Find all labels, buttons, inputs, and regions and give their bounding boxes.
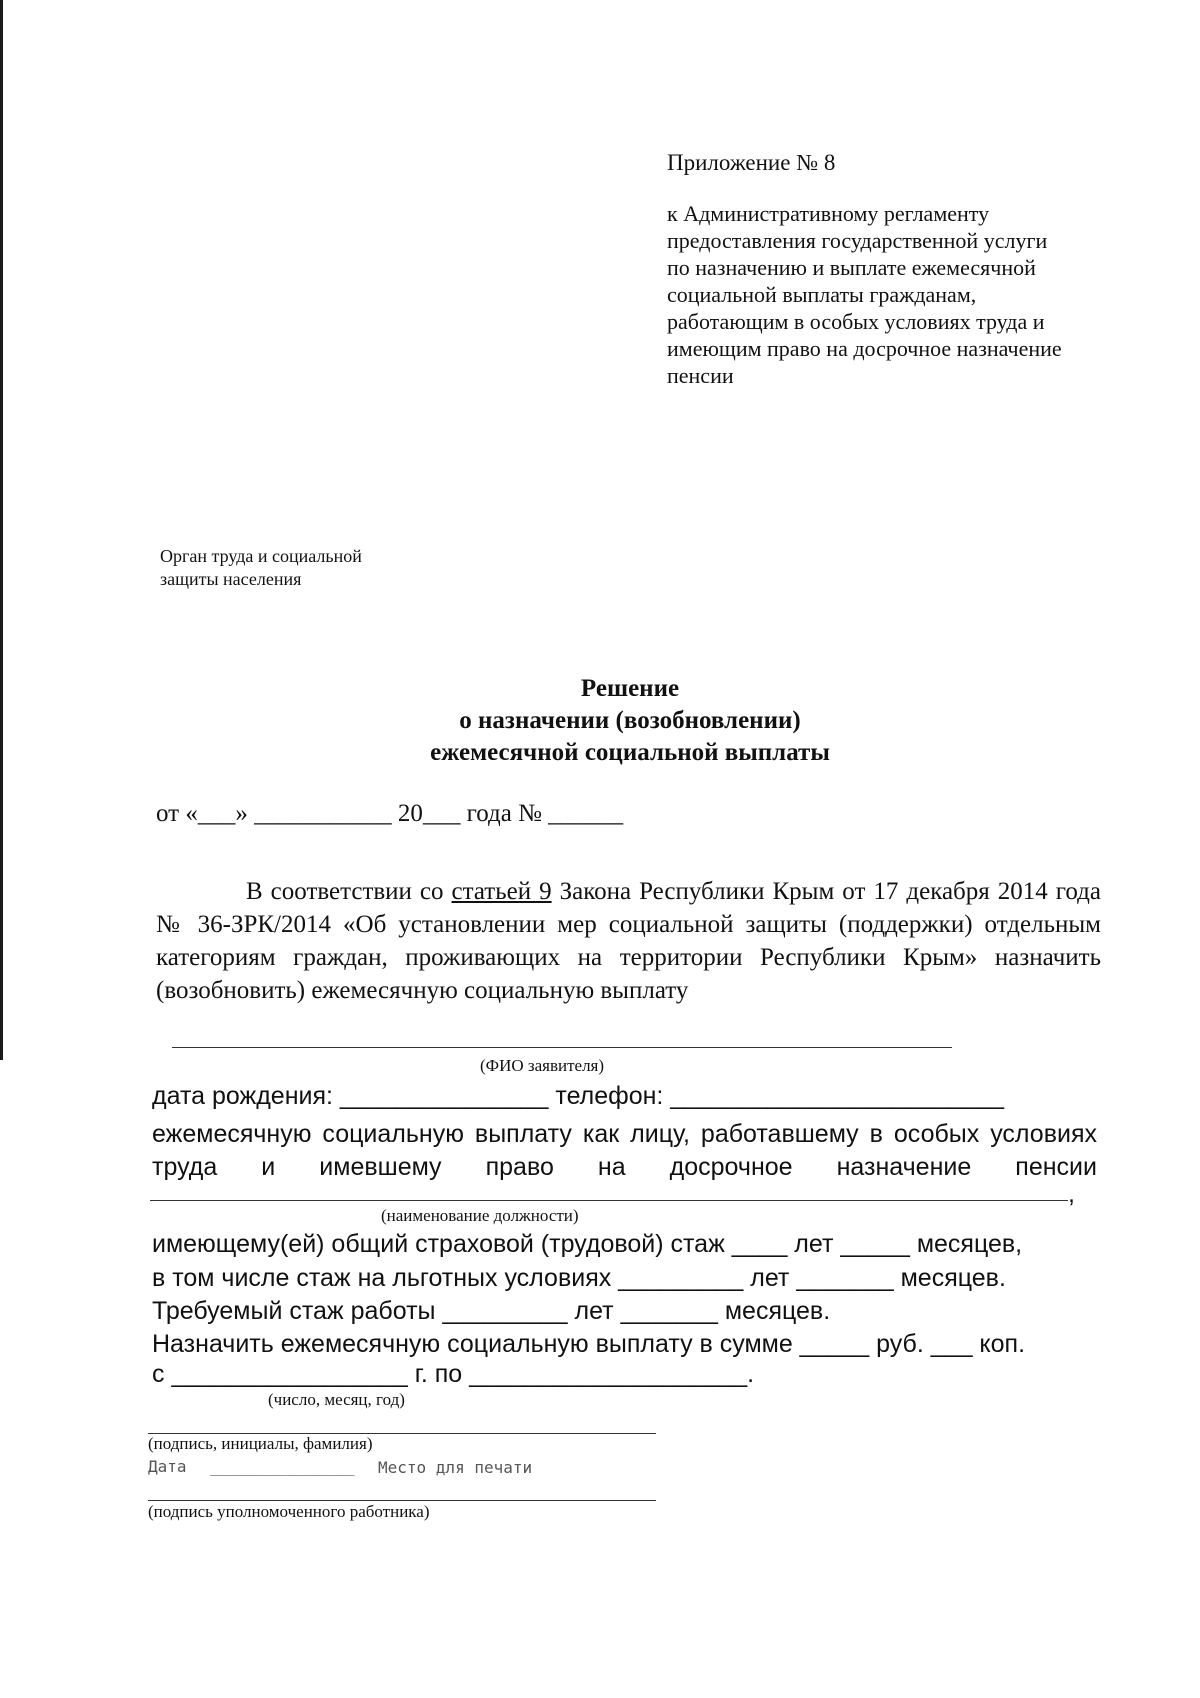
appendix-line: работающим в особых условиях труда и: [667, 309, 1045, 334]
signature-caption: (подпись, инициалы, фамилия): [148, 1434, 373, 1453]
page-left-edge: [0, 0, 3, 1060]
heading-line: о назначении (возобновлении): [459, 707, 801, 734]
experience-total: имеющему(ей) общий страховой (трудовой) стаж ____ лет _____ месяцев,: [152, 1230, 1023, 1258]
position-line-end: ,: [1068, 1180, 1075, 1208]
authorized-signature-caption: (подпись уполномоченного работника): [148, 1502, 430, 1521]
appendix-line: предоставления государственной услуги: [667, 228, 1048, 253]
appendix-line: по назначению и выплате ежемесячной: [667, 255, 1036, 280]
appendix-line: имеющим право на досрочное назначение: [667, 336, 1062, 361]
stamp-place-label: Место для печати: [378, 1458, 533, 1477]
appendix-title: Приложение № 8: [667, 150, 836, 175]
period-line: с _________________ г. по ____________________.: [152, 1360, 755, 1388]
issuing-authority: [160, 545, 362, 591]
authority-line: Орган труда и социальной: [160, 546, 362, 566]
experience-preferential: в том числе стаж на льготных условиях _________ лет _______ месяцев.: [152, 1264, 1006, 1292]
appendix-line: социальной выплаты гражданам,: [667, 282, 977, 307]
decision-paragraph: [156, 875, 1101, 1007]
period-caption: (число, месяц, год): [268, 1390, 405, 1409]
position-caption: (наименование должности): [381, 1206, 579, 1225]
appendix-line: к Административному регламенту: [667, 201, 990, 226]
fio-line: [172, 1047, 952, 1048]
document-heading: [0, 673, 1200, 769]
date-label: Дата: [148, 1457, 187, 1476]
intro-after: Закона Республики Крым от 17 декабря 2014 года № 36-ЗРК/2014 «Об установлении мер социальной защиты (поддержки) отдельным категориям граждан, проживающих на территории Республики Крым» назначить (возобновить) ежемесячную социальную выплату: [156, 878, 1101, 1004]
appendix-line: пенсии: [667, 363, 734, 388]
basis-text: ежемесячную социальную выплату как лицу, работавшему в особых условиях труда и имевшему право на досрочное назначение пенсии: [152, 1120, 1097, 1181]
date-number-line: от «___» ___________ 20___ года № ______: [156, 800, 624, 827]
intro-before: В соответствии со: [246, 878, 452, 905]
position-line: [150, 1200, 1068, 1201]
amount-line: Назначить ежемесячную социальную выплату в сумме _____ руб. ___ коп.: [152, 1330, 1026, 1358]
birth-phone-line: дата рождения: _______________ телефон: ________________________: [152, 1082, 1005, 1110]
heading-line: Решение: [580, 675, 680, 702]
authority-line: защиты населения: [160, 569, 302, 589]
authorized-signature-line: [148, 1500, 656, 1501]
fio-caption: (ФИО заявителя): [480, 1056, 605, 1075]
heading-line: ежемесячной социальной выплаты: [430, 739, 830, 766]
date-blank: _______________: [210, 1457, 355, 1476]
appendix-description: [667, 200, 1137, 389]
experience-required: Требуемый стаж работы _________ лет _______ месяцев.: [152, 1297, 831, 1325]
article-link[interactable]: статьей 9: [451, 878, 552, 905]
